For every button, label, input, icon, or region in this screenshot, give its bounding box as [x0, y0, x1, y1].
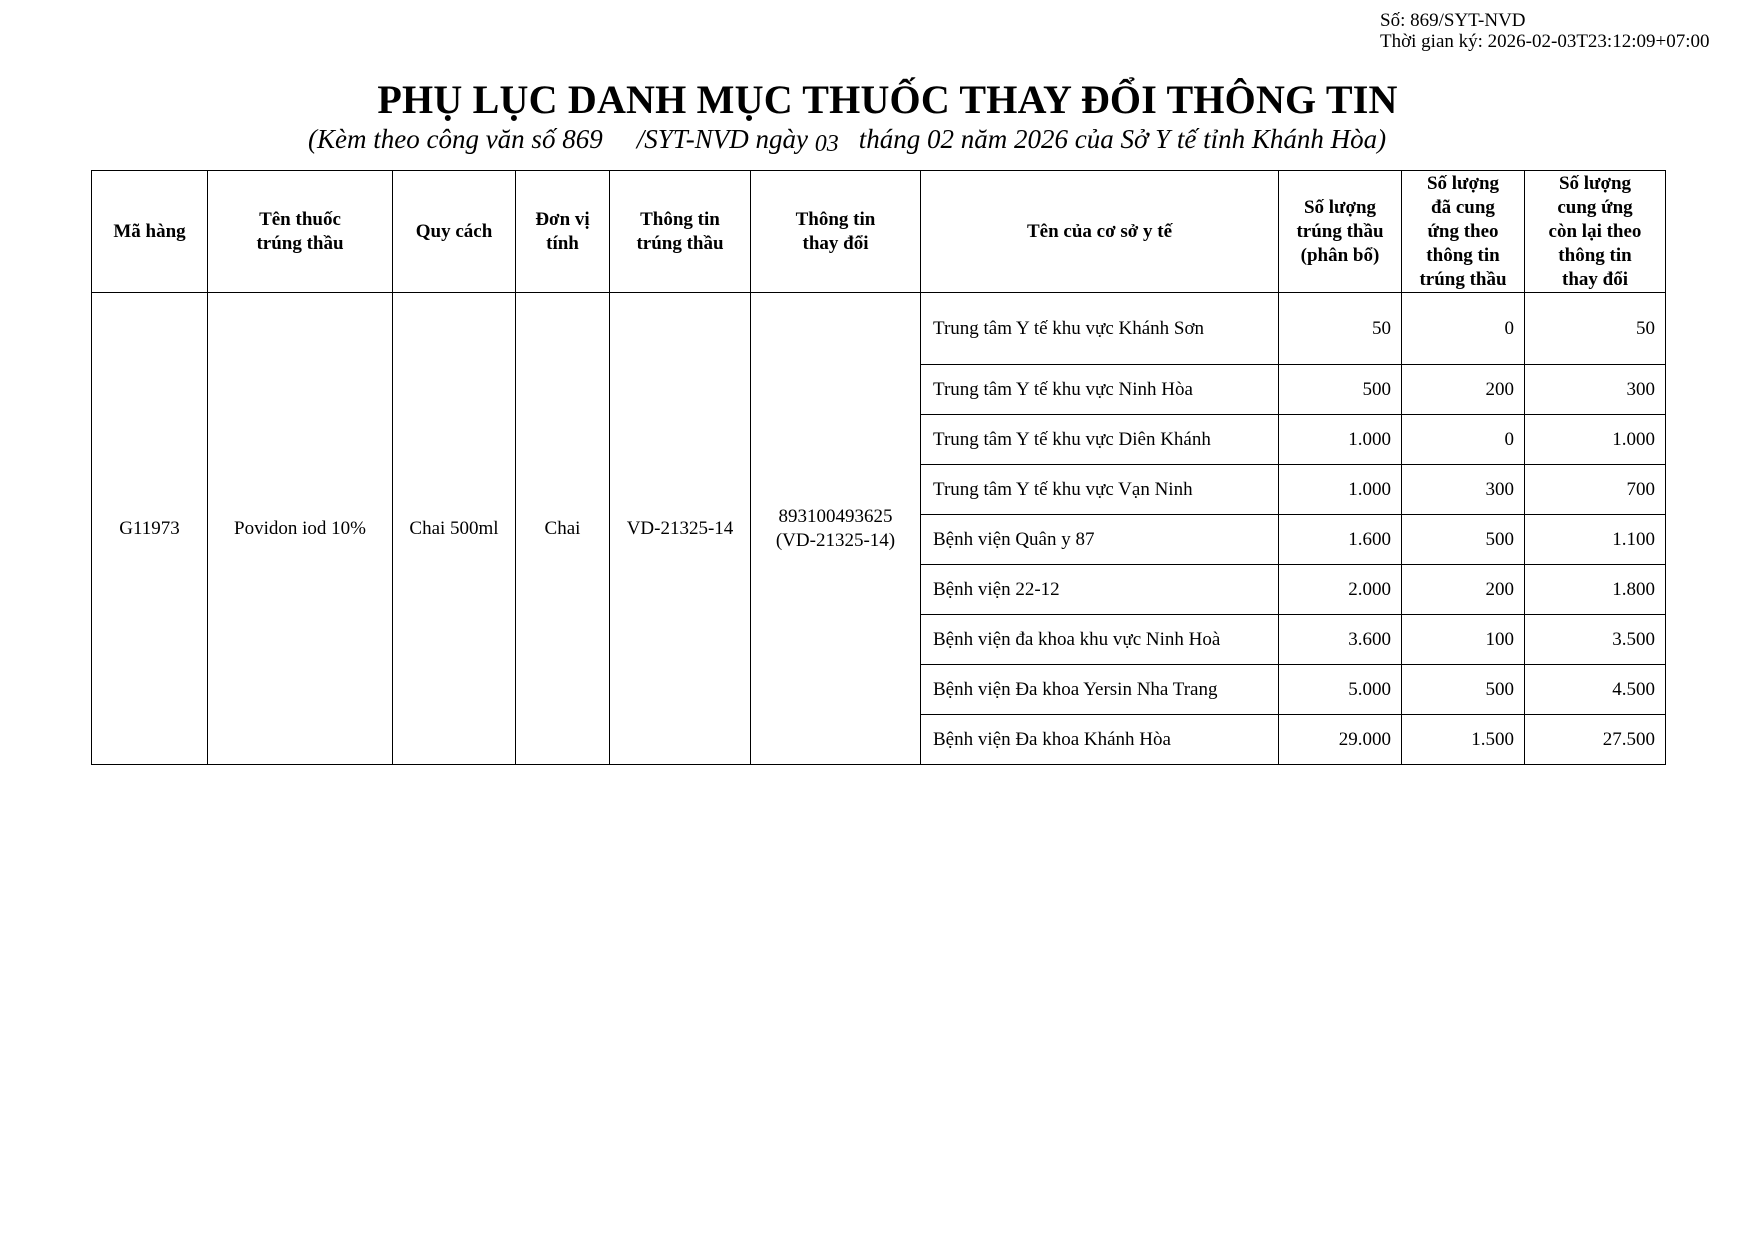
cell-supplied: 0 — [1402, 293, 1525, 365]
cell-remaining: 1.000 — [1525, 415, 1666, 465]
header-sl-trung-thau: Số lượng trúng thầu (phân bổ) — [1279, 171, 1402, 293]
cell-allocated: 3.600 — [1279, 615, 1402, 665]
cell-facility: Bệnh viện Đa khoa Khánh Hòa — [921, 715, 1279, 765]
subtitle-part3: tháng 02 năm 2026 của Sở Y tế tỉnh Khánh Hòa) — [858, 124, 1387, 154]
cell-supplied: 100 — [1402, 615, 1525, 665]
cell-facility: Bệnh viện Quân y 87 — [921, 515, 1279, 565]
cell-supplied: 500 — [1402, 515, 1525, 565]
cell-supplied: 200 — [1402, 565, 1525, 615]
cell-tt-trung-thau: VD-21325-14 — [610, 293, 751, 765]
cell-facility: Bệnh viện Đa khoa Yersin Nha Trang — [921, 665, 1279, 715]
cell-remaining: 1.800 — [1525, 565, 1666, 615]
cell-allocated: 1.000 — [1279, 415, 1402, 465]
subtitle-day: 03 — [814, 131, 839, 157]
header-tt-trung-thau: Thông tin trúng thầu — [610, 171, 751, 293]
cell-facility: Trung tâm Y tế khu vực Vạn Ninh — [921, 465, 1279, 515]
cell-allocated: 1.000 — [1279, 465, 1402, 515]
header-quy-cach: Quy cách — [393, 171, 516, 293]
cell-allocated: 2.000 — [1279, 565, 1402, 615]
cell-remaining: 50 — [1525, 293, 1666, 365]
cell-remaining: 300 — [1525, 365, 1666, 415]
header-ten-thuoc: Tên thuốc trúng thầu — [208, 171, 393, 293]
cell-tt-thay-doi — [751, 293, 921, 765]
stamp-doc-number: Số: 869/SYT-NVD — [1380, 10, 1526, 31]
cell-remaining: 4.500 — [1525, 665, 1666, 715]
drug-change-table — [91, 170, 1666, 765]
header-ma-hang: Mã hàng — [92, 171, 208, 293]
cell-supplied: 0 — [1402, 415, 1525, 465]
cell-supplied: 200 — [1402, 365, 1525, 415]
cell-facility: Bệnh viện đa khoa khu vực Ninh Hoà — [921, 615, 1279, 665]
cell-supplied: 300 — [1402, 465, 1525, 515]
cell-facility: Trung tâm Y tế khu vực Diên Khánh — [921, 415, 1279, 465]
cell-don-vi: Chai — [516, 293, 610, 765]
cell-allocated: 29.000 — [1279, 715, 1402, 765]
header-tt-thay-doi: Thông tin thay đổi — [751, 171, 921, 293]
signature-stamp — [1380, 10, 1710, 52]
header-sl-con-lai: Số lượng cung ứng còn lại theo thông tin thay đổi — [1525, 171, 1666, 293]
cell-facility: Trung tâm Y tế khu vực Khánh Sơn — [921, 293, 1279, 365]
cell-remaining: 700 — [1525, 465, 1666, 515]
cell-allocated: 1.600 — [1279, 515, 1402, 565]
tt-thay-doi-line1: 893100493625 — [778, 505, 893, 527]
cell-supplied: 1.500 — [1402, 715, 1525, 765]
cell-ten-thuoc: Povidon iod 10% — [208, 293, 393, 765]
header-don-vi: Đơn vị tính — [516, 171, 610, 293]
cell-ma-hang: G11973 — [92, 293, 208, 765]
page-title: PHỤ LỤC DANH MỤC THUỐC THAY ĐỔI THÔNG TIN — [377, 77, 1398, 122]
page-subtitle — [308, 124, 1386, 155]
cell-remaining: 27.500 — [1525, 715, 1666, 765]
table-header-row — [92, 171, 1666, 293]
header-sl-da-cung: Số lượng đã cung ứng theo thông tin trúng thầu — [1402, 171, 1525, 293]
subtitle-doc-number: 869 — [562, 124, 603, 154]
cell-allocated: 50 — [1279, 293, 1402, 365]
cell-supplied: 500 — [1402, 665, 1525, 715]
cell-facility: Trung tâm Y tế khu vực Ninh Hòa — [921, 365, 1279, 415]
subtitle-part2: /SYT-NVD ngày — [636, 124, 808, 154]
cell-remaining: 3.500 — [1525, 615, 1666, 665]
cell-allocated: 5.000 — [1279, 665, 1402, 715]
stamp-signed-time: Thời gian ký: 2026-02-03T23:12:09+07:00 — [1380, 31, 1710, 52]
cell-facility: Bệnh viện 22-12 — [921, 565, 1279, 615]
cell-remaining: 1.100 — [1525, 515, 1666, 565]
tt-thay-doi-line2: (VD-21325-14) — [775, 529, 896, 551]
cell-quy-cach: Chai 500ml — [393, 293, 516, 765]
cell-allocated: 500 — [1279, 365, 1402, 415]
table-row — [92, 293, 1666, 365]
header-co-so: Tên của cơ sở y tế — [921, 171, 1279, 293]
subtitle-part1: (Kèm theo công văn số — [308, 124, 556, 154]
